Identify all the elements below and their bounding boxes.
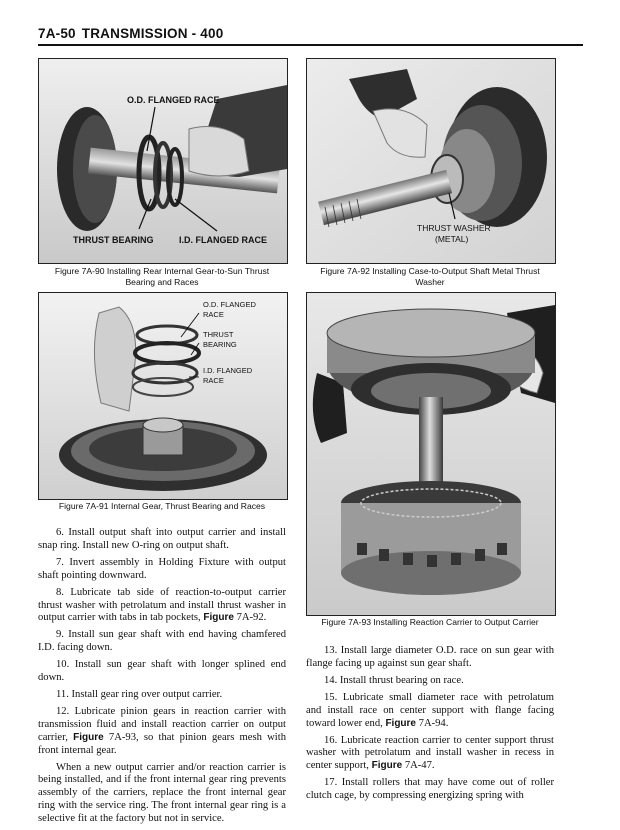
header-rule: [38, 44, 583, 46]
fig91-id-label-1: I.D. FLANGED: [203, 366, 253, 375]
right-text-column: [306, 645, 554, 807]
fig92-washer-label-2: (METAL): [435, 234, 469, 244]
service-note: When a new output carrier and/or reaction carrier is being installed, and if the front internal gear ring prevents assembly of the carriers, replace the front internal gear ring with the service ring. The front internal gear ring is a selective fit at the factory but not in service.: [38, 761, 286, 824]
figure-93-photo: [306, 292, 556, 616]
step-17: 17. Install rollers that may have come out of roller clutch cage, by compressing energizing spring with: [306, 777, 554, 802]
fig90-id-race-label: I.D. FLANGED RACE: [179, 235, 268, 245]
fig92-washer-label-1: THRUST WASHER: [417, 223, 491, 233]
step-8-figure-ref: Figure: [203, 612, 234, 624]
step-10: 10. Install sun gear shaft with longer splined end down.: [38, 659, 286, 684]
step-9: 9. Install sun gear shaft with end having chamfered I.D. facing down.: [38, 629, 286, 654]
step-8-text: 8. Lubricate tab side of reaction-to-output carrier thrust washer with petrolatum and install thrust washer in output carrier with tabs in tab pockets,: [38, 586, 286, 624]
step-15: [306, 692, 554, 730]
figure-93-caption: Figure 7A-93 Installing Reaction Carrier to Output Carrier: [321, 617, 539, 627]
figure-91-caption: Figure 7A-91 Internal Gear, Thrust Bearing and Races: [58, 501, 266, 511]
figure-90-caption: Figure 7A-90 Installing Rear Internal Gear-to-Sun Thrust Bearing and Races: [54, 266, 270, 287]
fig91-od-label-1: O.D. FLANGED: [203, 300, 256, 309]
step-16-tail: 7A-47.: [404, 760, 435, 772]
step-15-text: 15. Lubricate small diameter race with petrolatum and install race on center support with flange facing toward lower end,: [306, 692, 554, 729]
step-12: [38, 706, 286, 757]
fig90-thrust-bearing-label: THRUST BEARING: [73, 235, 154, 245]
step-12-figure-ref: Figure: [73, 731, 104, 743]
step-15-figure-ref: Figure: [385, 717, 416, 729]
step-11: 11. Install gear ring over output carrier.: [56, 689, 223, 701]
fig91-id-label-2: RACE: [203, 376, 224, 385]
page-header: [38, 26, 223, 41]
left-text-column: [38, 527, 286, 830]
section-number: 7A-50: [38, 26, 76, 41]
step-16-text: 16. Lubricate reaction carrier to center support thrust washer with petrolatum and install washer in recess in center support,: [306, 734, 554, 772]
step-12-tail: 7A-93, so that pinion gears mesh with front internal gear.: [38, 731, 286, 756]
figure-92-photo: [306, 58, 556, 264]
step-13: 13. Install large diameter O.D. race on sun gear with flange facing up against sun gear shaft.: [306, 645, 554, 669]
step-8: [38, 587, 286, 625]
fig91-tb-label-2: BEARING: [203, 340, 237, 349]
step-16-figure-ref: Figure: [371, 760, 403, 772]
figure-91-photo: [38, 292, 288, 500]
figure-90-photo: [38, 58, 288, 264]
step-7: 7. Invert assembly in Holding Fixture with output shaft pointing downward.: [38, 556, 286, 581]
step-15-tail: 7A-94.: [418, 717, 449, 729]
section-title: TRANSMISSION - 400: [81, 26, 224, 41]
fig90-od-race-label: O.D. FLANGED RACE: [127, 95, 220, 105]
fig91-od-label-2: RACE: [203, 310, 224, 319]
step-16: [306, 735, 554, 773]
step-6: 6. Install output shaft into output carrier and install snap ring. Install new O-ring on output shaft.: [38, 527, 286, 551]
fig91-tb-label-1: THRUST: [203, 330, 234, 339]
step-8-tail: 7A-92.: [236, 612, 267, 624]
step-14: 14. Install thrust bearing on race.: [324, 674, 464, 686]
step-12-text: 12. Lubricate pinion gears in reaction carrier with transmission fluid and install reaction carrier on output carrier,: [38, 706, 286, 743]
figure-92-caption: Figure 7A-92 Installing Case-to-Output Shaft Metal Thrust Washer: [320, 266, 540, 287]
